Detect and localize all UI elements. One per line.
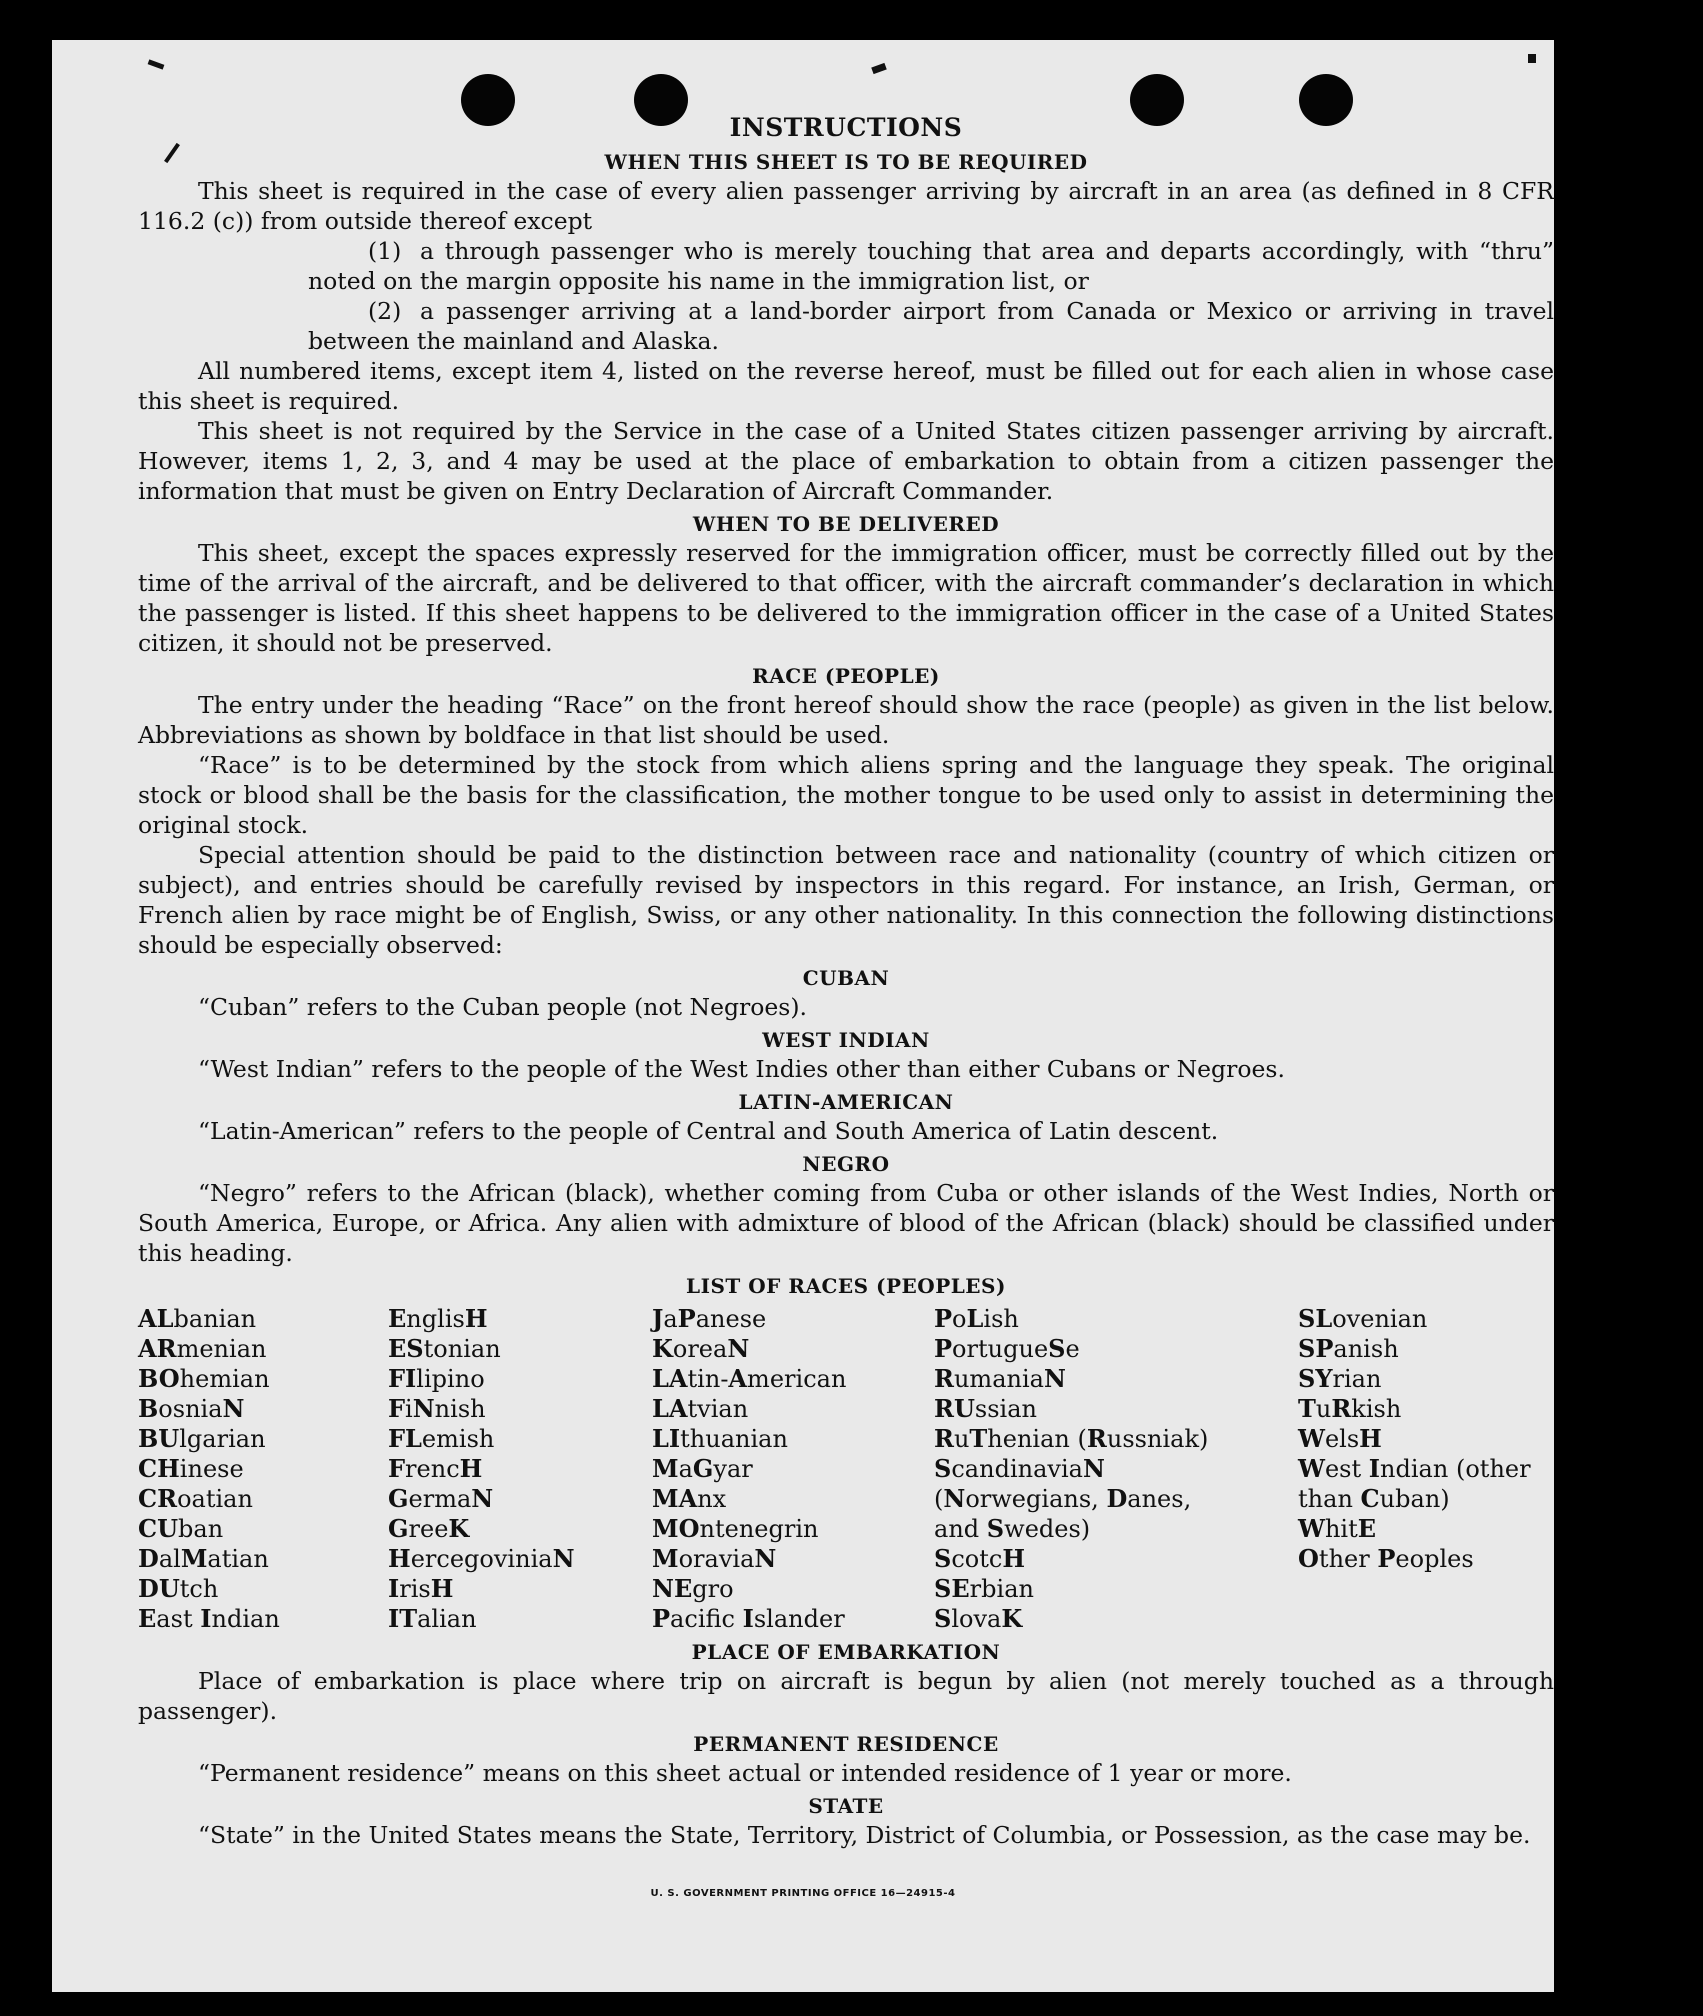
section-heading: NEGRO — [802, 1152, 890, 1176]
speck — [1528, 54, 1536, 63]
race-item: SlovaK — [934, 1604, 1023, 1633]
item-number: (2) — [368, 297, 402, 325]
race-item: GermaN — [388, 1484, 494, 1513]
race-item: MaGyar — [652, 1454, 753, 1483]
paragraph: “Permanent residence” means on this sheet actual or intended residence of 1 year or more. — [198, 1759, 1292, 1787]
paragraph: “Latin-American” refers to the people of Central and South America of Latin descent. — [198, 1117, 1219, 1145]
race-item: RUssian — [934, 1394, 1038, 1423]
speck — [871, 63, 887, 74]
race-item: SPanish — [1298, 1334, 1399, 1363]
item-number: (1) — [368, 237, 402, 265]
race-item: ARmenian — [138, 1334, 267, 1363]
paragraph: “Race” is to be determined by the stock from which aliens spring and the language they speak. The original stock or blood shall be the basis for the classification, the mother tongue to be used only to assist in determining the original stock. — [138, 751, 1554, 839]
section-heading: LIST OF RACES (PEOPLES) — [686, 1274, 1006, 1298]
race-column — [388, 1304, 652, 1634]
section-heading: PLACE OF EMBARKATION — [691, 1640, 1001, 1664]
section-heading: WHEN THIS SHEET IS TO BE REQUIRED — [604, 150, 1088, 174]
list-item — [138, 236, 1554, 296]
paragraph: This sheet is not required by the Service in the case of a United States citizen passenger arriving by aircraft. However, items 1, 2, 3, and 4 may be used at the place of embarkation to obtain from a citizen passenger the information that must be given on Entry Declaration of Aircraft Commander. — [138, 417, 1554, 505]
race-item: SLovenian — [1298, 1304, 1428, 1333]
paragraph: “Negro” refers to the African (black), whether coming from Cuba or other islands of the West Indies, North or South America, Europe, or Africa. Any alien with admixture of blood of the African (black) should be classified under this heading. — [138, 1179, 1554, 1267]
paragraph: “West Indian” refers to the people of the West Indies other than either Cubans or Negroes. — [198, 1055, 1285, 1083]
race-item: SYrian — [1298, 1364, 1382, 1393]
race-column — [138, 1304, 388, 1634]
race-item: WhitE — [1298, 1514, 1377, 1543]
race-item: FLemish — [388, 1424, 495, 1453]
race-item: RumaniaN — [934, 1364, 1066, 1393]
race-item: MoraviaN — [652, 1544, 777, 1573]
race-item: DUtch — [138, 1574, 219, 1603]
race-item: KoreaN — [652, 1334, 750, 1363]
race-item: EnglisH — [388, 1304, 488, 1333]
race-item: GreeK — [388, 1514, 470, 1543]
paragraph: “State” in the United States means the State, Territory, District of Columbia, or Possession, as the case may be. — [198, 1821, 1531, 1849]
paragraph: Special attention should be paid to the distinction between race and nationality (country of which citizen or subject), and entries should be carefully revised by inspectors in this regard. For instance, an Irish, German, or French alien by race might be of English, Swiss, or any other nationality. In this connection the following distinctions should be especially observed: — [138, 841, 1554, 959]
race-item: ScandinaviaN (Norwegians, Danes, and Swedes) — [934, 1454, 1192, 1543]
race-item: SErbian — [934, 1574, 1034, 1603]
race-column — [652, 1304, 934, 1634]
race-item: East Indian — [138, 1604, 280, 1633]
race-item: RuThenian (Russniak) — [934, 1424, 1209, 1453]
race-item: JaPanese — [652, 1304, 767, 1333]
race-item: CHinese — [138, 1454, 244, 1483]
race-item: HercegoviniaN — [388, 1544, 575, 1573]
race-column — [1298, 1304, 1548, 1634]
race-item: EStonian — [388, 1334, 501, 1363]
section-heading: WEST INDIAN — [762, 1028, 930, 1052]
race-item: WelsH — [1298, 1424, 1382, 1453]
race-column — [934, 1304, 1298, 1634]
speck — [148, 59, 165, 69]
paragraph: This sheet, except the spaces expressly reserved for the immigration officer, must be correctly filled out by the time of the arrival of the aircraft, and be delivered to that officer, with the aircraft commander’s declaration in which the passenger is listed. If this sheet happens to be delivered to the immigration officer in the case of a United States citizen, it should not be preserved. — [138, 539, 1554, 657]
race-item: LAtin-American — [652, 1364, 847, 1393]
race-item: FIlipino — [388, 1364, 485, 1393]
document-page — [52, 40, 1554, 1992]
race-item: LIthuanian — [652, 1424, 788, 1453]
paragraph: This sheet is required in the case of every alien passenger arriving by aircraft in an area (as defined in 8 CFR 116.2 (c)) from outside thereof except — [138, 177, 1554, 235]
paragraph: The entry under the heading “Race” on the front hereof should show the race (people) as given in the list below. Abbreviations as shown by boldface in that list should be used. — [138, 691, 1554, 749]
paragraph: All numbered items, except item 4, listed on the reverse hereof, must be filled out for each alien in whose case this sheet is required. — [138, 357, 1554, 415]
race-item: PoLish — [934, 1304, 1019, 1333]
section-heading: STATE — [808, 1794, 884, 1818]
race-item: BosniaN — [138, 1394, 245, 1423]
race-item: CUban — [138, 1514, 224, 1543]
race-item: Other Peoples — [1298, 1544, 1474, 1573]
race-item: FiNnish — [388, 1394, 486, 1423]
race-item: MOntenegrin — [652, 1514, 819, 1543]
instructions-body — [138, 112, 1554, 1850]
race-item: West Indian (other than Cuban) — [1298, 1454, 1531, 1513]
race-item: ScotcH — [934, 1544, 1026, 1573]
page-title: INSTRUCTIONS — [729, 113, 963, 142]
race-item: NEgro — [652, 1574, 734, 1603]
list-item — [138, 296, 1554, 356]
race-item: BUlgarian — [138, 1424, 266, 1453]
section-heading: WHEN TO BE DELIVERED — [692, 512, 1000, 536]
paragraph: “Cuban” refers to the Cuban people (not Negroes). — [198, 993, 808, 1021]
race-item: Pacifc Islander — [652, 1604, 845, 1633]
paragraph: Place of embarkation is place where trip on aircraft is begun by alien (not merely touched as a through passenger). — [138, 1667, 1554, 1725]
race-item: MAnx — [652, 1484, 727, 1513]
item-text: a through passenger who is merely touching that area and departs accordingly, with “thru” noted on the margin opposite his name in the immigration list, or — [308, 237, 1554, 295]
section-heading: RACE (PEOPLE) — [752, 664, 940, 688]
race-item: TuRkish — [1298, 1394, 1402, 1423]
section-heading: PERMANENT RESIDENCE — [693, 1732, 999, 1756]
race-item: PortugueSe — [934, 1334, 1080, 1363]
race-item: ITalian — [388, 1604, 477, 1633]
race-item: FrencH — [388, 1454, 483, 1483]
race-item: CRoatian — [138, 1484, 253, 1513]
printer-imprint: U. S. GOVERNMENT PRINTING OFFICE 16—24915-4 — [650, 1888, 956, 1899]
race-item: ALbanian — [138, 1304, 257, 1333]
section-heading: CUBAN — [802, 966, 890, 990]
item-text: a passenger arriving at a land-border airport from Canada or Mexico or arriving in travel between the mainland and Alaska. — [308, 297, 1554, 355]
race-item: BOhemian — [138, 1364, 270, 1393]
race-item: DalMatian — [138, 1544, 269, 1573]
race-item: LAtvian — [652, 1394, 749, 1423]
race-item: IrisH — [388, 1574, 454, 1603]
race-list — [138, 1304, 1554, 1634]
section-heading: LATIN-AMERICAN — [738, 1090, 954, 1114]
